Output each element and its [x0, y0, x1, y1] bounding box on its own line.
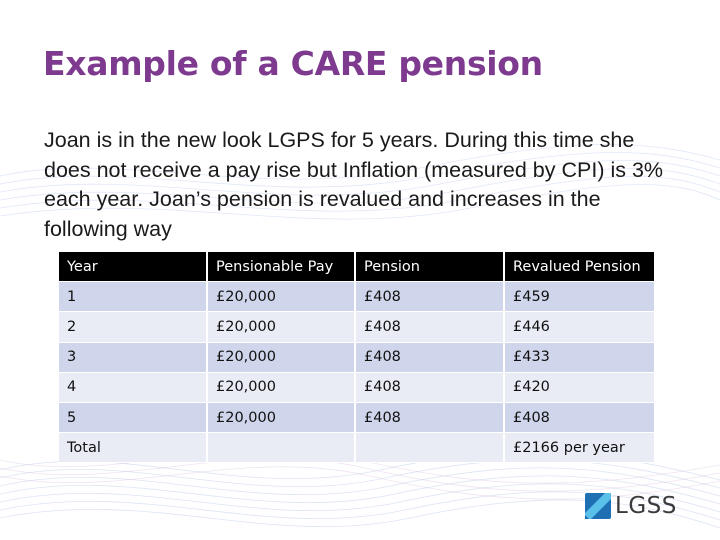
table-row: [59, 282, 654, 312]
cell-year: 4: [59, 372, 207, 402]
lgss-logo-text: LGSS: [615, 493, 677, 519]
header-year: Year: [59, 252, 207, 282]
header-pensionable-pay: Pensionable Pay: [207, 252, 355, 282]
cell-pension: £408: [355, 282, 504, 312]
cell-total-label: Total: [59, 433, 207, 463]
cell-revalued-pension: £420: [504, 372, 654, 402]
table-row: [59, 342, 654, 372]
lgss-logo: [585, 493, 677, 519]
cell-pension: £408: [355, 402, 504, 432]
table-row: [59, 402, 654, 432]
cell-revalued-pension: £408: [504, 402, 654, 432]
cell-year: 1: [59, 282, 207, 312]
cell-pensionable-pay: £20,000: [207, 282, 355, 312]
cell-year: 3: [59, 342, 207, 372]
cell-total-pension: [355, 433, 504, 463]
slide-title: Example of a CARE pension: [43, 44, 543, 83]
body-paragraph: Joan is in the new look LGPS for 5 years. During this time she does not receive a pay rise but Inflation (measured by CPI) is 3% each year. Joan’s pension is revalued and increases in the following way: [44, 128, 664, 241]
table-row: [59, 312, 654, 342]
cell-revalued-pension: £446: [504, 312, 654, 342]
table-row: [59, 372, 654, 402]
cell-pensionable-pay: £20,000: [207, 312, 355, 342]
cell-total-pay: [207, 433, 355, 463]
lgss-logo-icon: [585, 493, 611, 519]
header-pension: Pension: [355, 252, 504, 282]
cell-revalued-pension: £433: [504, 342, 654, 372]
cell-year: 5: [59, 402, 207, 432]
cell-total-revalued: £2166 per year: [504, 433, 654, 463]
cell-pension: £408: [355, 342, 504, 372]
cell-pension: £408: [355, 372, 504, 402]
cell-pensionable-pay: £20,000: [207, 342, 355, 372]
cell-revalued-pension: £459: [504, 282, 654, 312]
cell-year: 2: [59, 312, 207, 342]
table-header-row: [59, 252, 654, 282]
cell-pensionable-pay: £20,000: [207, 372, 355, 402]
cell-pension: £408: [355, 312, 504, 342]
pension-table: [59, 252, 654, 463]
cell-pensionable-pay: £20,000: [207, 402, 355, 432]
table-total-row: [59, 433, 654, 463]
header-revalued-pension: Revalued Pension: [504, 252, 654, 282]
